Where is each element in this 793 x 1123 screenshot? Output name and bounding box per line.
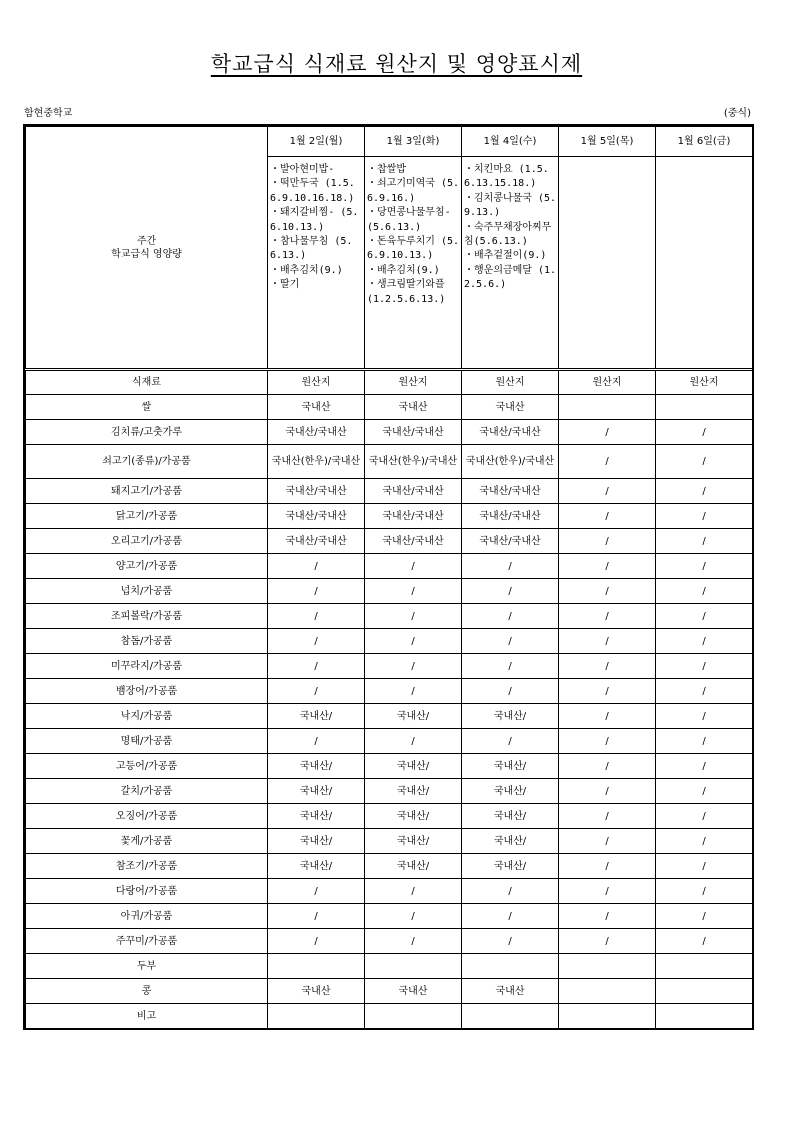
ingredient-name: 쇠고기(종류)/가공품 [26,445,268,479]
origin-cell: 국내산 [268,395,365,420]
origin-cell: / [559,904,656,929]
origin-cell: / [559,704,656,729]
table-row [26,654,753,679]
origin-cell: / [365,579,462,604]
menu-item: ・숙주무채장아찌무침(5.6.13.) [464,221,552,248]
origin-cell: / [656,504,753,529]
table-row [26,579,753,604]
page-title: 학교급식 식재료 원산지 및 영양표시제 [210,52,583,76]
origin-cell: / [462,629,559,654]
table-row [26,704,753,729]
origin-cell: 국내산/국내산 [365,479,462,504]
menu-item: ・떡만두국 (1.5.6.9.10.16.18.) [270,178,355,204]
origin-cell: / [268,929,365,954]
origin-cell: 국내산/국내산 [365,504,462,529]
origin-cell: 국내산/ [462,704,559,729]
origin-cell: / [268,879,365,904]
origin-cell: / [559,804,656,829]
table-row [26,929,753,954]
daily-menu [559,157,656,370]
origin-cell: / [268,729,365,754]
origin-cell: / [656,529,753,554]
origin-cell: 국내산(한우)/국내산 [462,445,559,479]
ingredient-name: 갈치/가공품 [26,779,268,804]
ingredient-name: 다랑어/가공품 [26,879,268,904]
origin-cell: / [462,879,559,904]
origin-cell: / [365,679,462,704]
origin-cell: 국내산/ [365,779,462,804]
origin-cell: 국내산/ [268,804,365,829]
origin-cell: 국내산(한우)/국내산 [365,445,462,479]
school-name: 함현중학교 [24,108,73,119]
origin-cell: / [462,654,559,679]
origin-cell: / [559,445,656,479]
origin-cell: / [559,754,656,779]
origin-cell: 국내산/ [268,754,365,779]
origin-cell: / [559,504,656,529]
table-row [26,904,753,929]
origin-cell: 국내산/국내산 [268,420,365,445]
menu-item: ・생크림딸기와플 (1.2.5.6.13.) [367,279,446,305]
origin-cell [559,954,656,979]
origin-cell: / [462,679,559,704]
menu-item: ・딸기 [270,279,300,291]
origin-cell: / [559,729,656,754]
origin-cell: 국내산/ [365,854,462,879]
ingredient-name: 두부 [26,954,268,979]
ingredient-name: 주꾸미/가공품 [26,929,268,954]
daily-menu [365,157,462,370]
ingredient-name: 아귀/가공품 [26,904,268,929]
origin-cell [559,395,656,420]
table-row [26,504,753,529]
table-row [26,679,753,704]
menu-item: ・쇠고기미역국 (5.6.9.16.) [367,178,460,204]
ingredient-name: 명태/가공품 [26,729,268,754]
menu-item: ・돼지갈비찜- (5.6.10.13.) [270,207,359,233]
origin-cell: / [656,704,753,729]
ingredient-name: 닭고기/가공품 [26,504,268,529]
menu-item: ・찹쌀밥 [367,164,406,175]
menu-item: ・돈육두루치기 (5.6.9.10.13.) [367,236,460,262]
origin-cell: / [462,729,559,754]
origin-cell: / [559,579,656,604]
origin-cell: / [559,679,656,704]
origin-header: 원산지 [656,370,753,395]
table-row [26,395,753,420]
origin-cell [268,1004,365,1029]
origin-cell: 국내산/국내산 [462,529,559,554]
origin-header: 원산지 [559,370,656,395]
origin-cell: / [559,604,656,629]
origin-cell: / [559,554,656,579]
origin-cell [559,1004,656,1029]
origin-cell: 국내산/국내산 [462,479,559,504]
table-row [26,829,753,854]
origin-cell: / [462,929,559,954]
ingredient-name: 낙지/가공품 [26,704,268,729]
origin-cell: 국내산/국내산 [268,504,365,529]
origin-cell: / [559,829,656,854]
weekly-label-line: 주간 [136,235,157,247]
origin-cell: / [559,779,656,804]
origin-header-row [26,370,753,395]
ingredient-name: 고등어/가공품 [26,754,268,779]
origin-header: 원산지 [268,370,365,395]
table-row [26,629,753,654]
origin-cell [462,954,559,979]
origin-cell: 국내산/ [462,779,559,804]
weekly-nutrition-label [26,127,268,370]
ingredient-name: 오리고기/가공품 [26,529,268,554]
origin-cell: / [656,629,753,654]
table-row [26,854,753,879]
ingredient-name: 미꾸라지/가공품 [26,654,268,679]
origin-cell: 국내산/ [462,854,559,879]
table-row [26,1004,753,1029]
origin-cell [656,1004,753,1029]
table-row [26,779,753,804]
origin-cell: / [365,904,462,929]
date-header: 1월 2일(월) [268,127,365,157]
date-header: 1월 5일(목) [559,127,656,157]
menu-item: ・배추김치(9.) [367,264,440,276]
origin-cell: 국내산 [462,395,559,420]
origin-cell: 국내산 [365,979,462,1004]
origin-cell: / [656,654,753,679]
origin-cell: / [559,529,656,554]
origin-cell: 국내산/ [365,704,462,729]
origin-cell: / [268,904,365,929]
origin-cell [365,1004,462,1029]
table-row [26,729,753,754]
origin-cell: / [656,754,753,779]
table-row [26,445,753,479]
weekly-label-line: 학교급식 영양량 [111,248,182,260]
origin-cell: / [656,879,753,904]
menu-item: ・발아현미밥- [270,164,335,175]
table-row [26,604,753,629]
ingredient-name: 오징어/가공품 [26,804,268,829]
ingredient-name: 쌀 [26,395,268,420]
origin-cell: / [365,629,462,654]
origin-header: 원산지 [462,370,559,395]
origin-cell: / [268,629,365,654]
origin-cell: / [656,929,753,954]
origin-cell: / [559,929,656,954]
origin-cell: / [462,904,559,929]
origin-cell: 국내산/ [365,804,462,829]
origin-cell: 국내산/ [268,829,365,854]
table-row [26,529,753,554]
origin-cell: / [656,829,753,854]
origin-cell: / [559,854,656,879]
origin-nutrition-table [25,126,753,1029]
ingredient-name: 콩 [26,979,268,1004]
origin-cell [462,1004,559,1029]
origin-cell: 국내산/ [462,754,559,779]
date-header: 1월 6일(금) [656,127,753,157]
menu-item: ・김치콩나물국 (5.9.13.) [464,192,557,219]
menu-item: ・당면콩나물무침-(5.6.13.) [367,207,451,233]
origin-cell: 국내산 [365,395,462,420]
origin-cell: / [365,929,462,954]
date-header: 1월 3일(화) [365,127,462,157]
origin-cell [656,395,753,420]
origin-cell: / [462,579,559,604]
ingredient-name: 참조기/가공품 [26,854,268,879]
menu-item: ・배추겉절이(9.) [464,250,547,262]
origin-cell: 국내산/ [365,754,462,779]
date-header: 1월 4일(수) [462,127,559,157]
origin-header: 원산지 [365,370,462,395]
origin-cell: / [268,679,365,704]
menu-item: ・치킨마요 (1.5.6.13.15.18.) [464,164,549,190]
origin-cell: / [365,654,462,679]
origin-cell: 국내산/국내산 [268,529,365,554]
origin-cell: 국내산/국내산 [365,420,462,445]
origin-cell: / [656,420,753,445]
origin-cell: 국내산/국내산 [462,504,559,529]
origin-cell: / [268,579,365,604]
origin-cell: 국내산/ [462,829,559,854]
origin-cell: 국내산/ [462,804,559,829]
table-row [26,479,753,504]
origin-cell: / [656,679,753,704]
ingredient-name: 넙치/가공품 [26,579,268,604]
origin-cell: / [268,604,365,629]
origin-cell: 국내산 [462,979,559,1004]
origin-cell: / [656,579,753,604]
origin-cell: / [365,879,462,904]
menu-item: ・참나물무침 (5.6.13.) [270,236,353,262]
origin-cell: / [559,479,656,504]
origin-cell: 국내산(한우)/국내산 [268,445,365,479]
table-row [26,554,753,579]
origin-cell: 국내산/ [365,829,462,854]
origin-cell [559,979,656,1004]
table-row [26,879,753,904]
origin-cell: / [559,420,656,445]
origin-cell: / [462,604,559,629]
origin-cell: / [462,554,559,579]
origin-cell: 국내산/국내산 [462,420,559,445]
origin-cell: 국내산/국내산 [365,529,462,554]
origin-cell: / [656,445,753,479]
origin-cell: / [268,654,365,679]
origin-cell [656,979,753,1004]
origin-cell [268,954,365,979]
origin-cell [656,954,753,979]
menu-item: ・배추김치(9.) [270,264,343,276]
daily-menu [268,157,365,370]
origin-cell: / [365,729,462,754]
ingredient-name: 조피볼락/가공품 [26,604,268,629]
table-row [26,804,753,829]
origin-cell: / [656,779,753,804]
ingredient-name: 양고기/가공품 [26,554,268,579]
origin-cell: 국내산/국내산 [268,479,365,504]
origin-cell [365,954,462,979]
origin-cell: / [656,604,753,629]
origin-cell: 국내산/ [268,854,365,879]
ingredient-header: 식재료 [26,370,268,395]
origin-cell: / [656,804,753,829]
menu-item: ・행운의금메달 (1.2.5.6.) [464,264,557,291]
table-row [26,954,753,979]
origin-cell: / [559,879,656,904]
origin-cell: / [365,604,462,629]
ingredient-name: 뱀장어/가공품 [26,679,268,704]
origin-cell: / [656,854,753,879]
ingredient-name: 김치류/고춧가루 [26,420,268,445]
origin-cell: / [365,554,462,579]
table-row [26,754,753,779]
origin-cell: / [656,904,753,929]
origin-cell: / [656,554,753,579]
origin-cell: / [559,629,656,654]
ingredient-name: 참돔/가공품 [26,629,268,654]
origin-cell: 국내산 [268,979,365,1004]
daily-menu [656,157,753,370]
origin-cell: 국내산/ [268,704,365,729]
origin-cell: / [656,729,753,754]
meal-type: (중식) [723,108,751,119]
ingredient-name: 꽃게/가공품 [26,829,268,854]
origin-cell: / [559,654,656,679]
origin-cell: 국내산/ [268,779,365,804]
origin-cell: / [656,479,753,504]
origin-cell: / [268,554,365,579]
ingredient-name: 돼지고기/가공품 [26,479,268,504]
date-header-row [26,127,753,157]
table-row [26,979,753,1004]
ingredient-name: 비고 [26,1004,268,1029]
daily-menu [462,157,559,370]
table-row [26,420,753,445]
